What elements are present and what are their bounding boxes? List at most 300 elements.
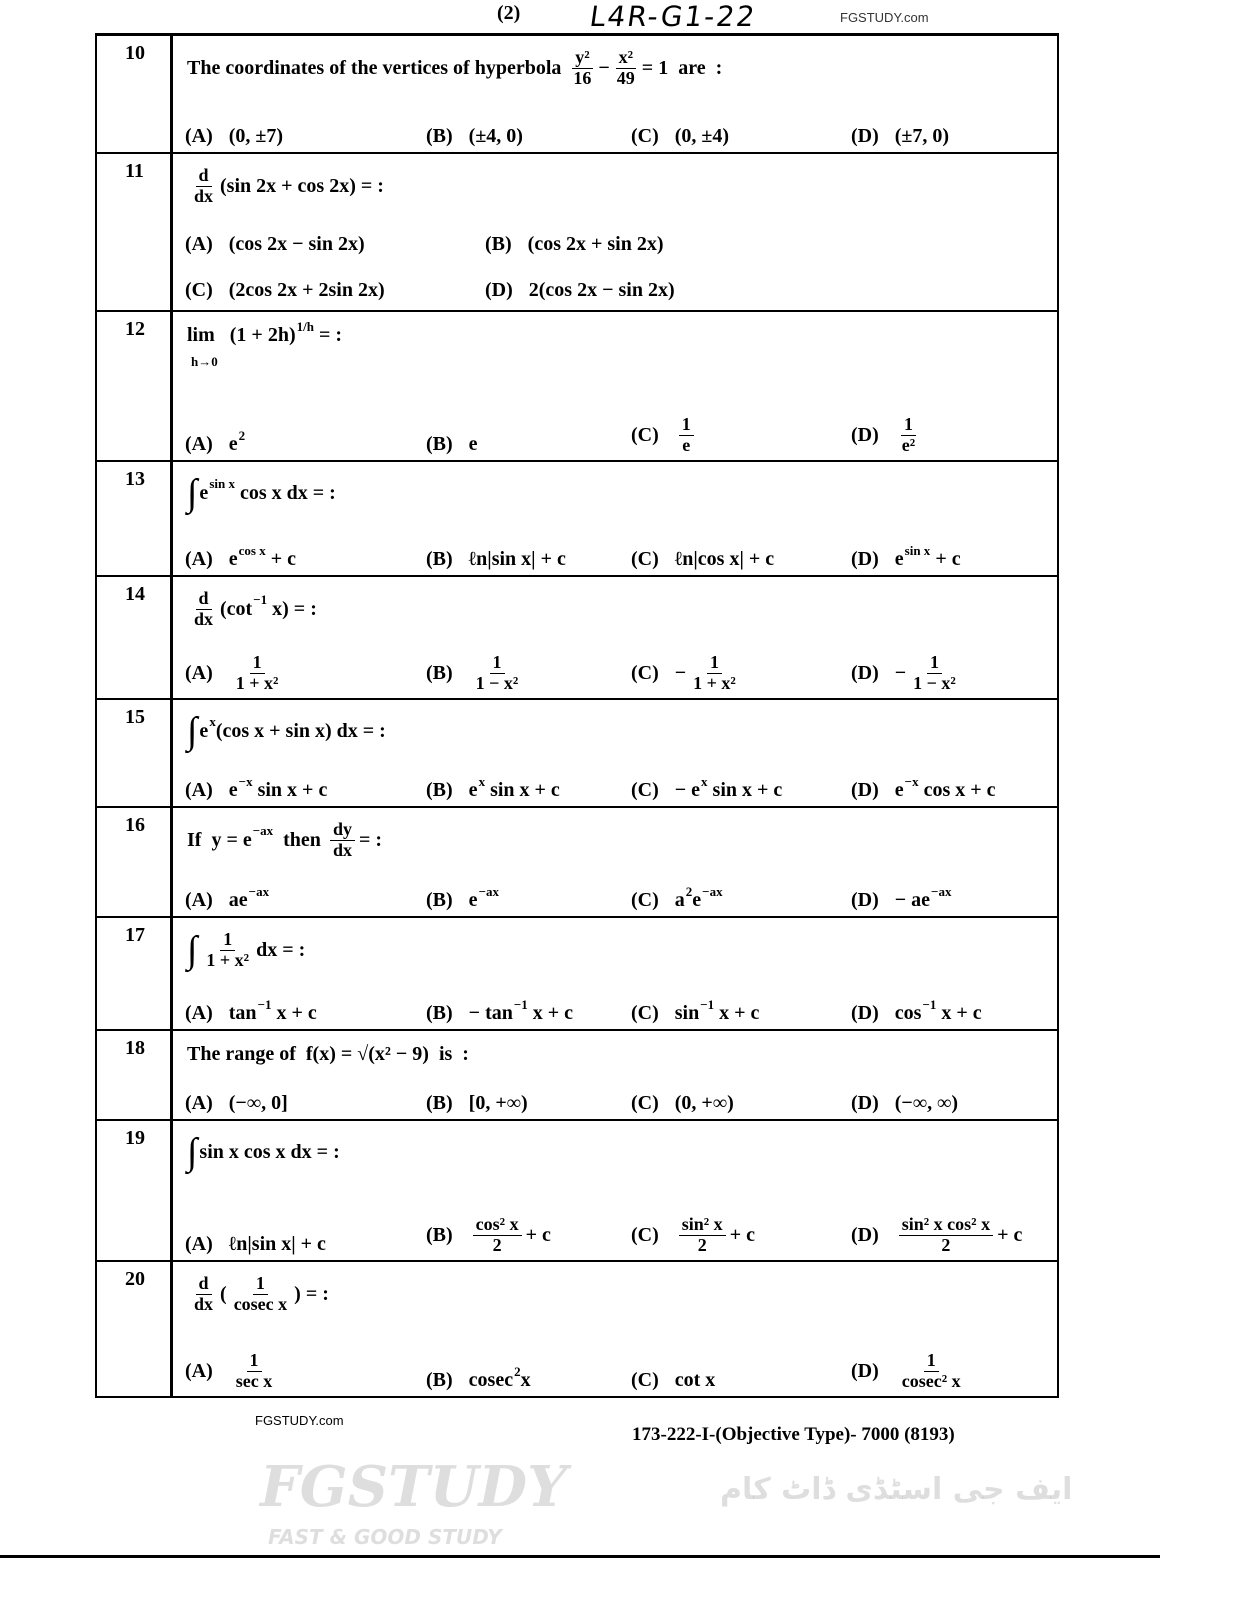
math-text: x) = : [267, 597, 317, 620]
option-b [426, 125, 523, 148]
option-label: (A) [185, 1233, 213, 1255]
option-label: (A) [185, 548, 213, 570]
denominator: dx [194, 608, 214, 629]
option-d [485, 279, 675, 302]
option-d [851, 1092, 958, 1115]
option-label: (D) [851, 1224, 879, 1247]
paper-code: 173-222-I-(Objective Type)- 7000 (8193) [632, 1424, 955, 1445]
handwritten-code: L4R-G1-22 [587, 0, 759, 33]
option-label: (C) [631, 889, 659, 911]
option-b [426, 548, 566, 571]
math-text: e [692, 889, 702, 911]
superscript: 2 [514, 1363, 521, 1379]
fraction [191, 166, 216, 207]
option-label: (B) [426, 1369, 453, 1391]
question-stem [187, 318, 343, 369]
fraction [679, 1215, 726, 1256]
option-label: (B) [426, 779, 453, 801]
math-text: cos x dx = : [234, 481, 336, 504]
question-body [173, 918, 1057, 1029]
numerator: 1 [679, 415, 694, 436]
question-stem [187, 589, 317, 630]
math-text: + c [729, 1224, 755, 1247]
option-label: (C) [631, 1002, 659, 1024]
denominator: 49 [616, 67, 635, 88]
question-body [173, 808, 1057, 916]
question-number: 11 [97, 154, 173, 310]
superscript: −1 [513, 996, 528, 1012]
denominator: cosec² x [901, 1371, 961, 1392]
math-text: (±7, 0) [894, 125, 950, 147]
question-stem [187, 1133, 340, 1171]
superscript: −x [904, 773, 919, 789]
math-text: a [674, 889, 685, 911]
option-d [851, 125, 949, 148]
option-c [631, 125, 729, 148]
math-text: + c [997, 1224, 1023, 1247]
math-text: x + c [271, 1002, 317, 1024]
option-label: (C) [631, 779, 659, 801]
fraction [203, 930, 252, 971]
math-text: (±4, 0) [468, 125, 523, 147]
option-a [185, 427, 246, 456]
numerator: 1 [250, 653, 265, 674]
question-number: 13 [97, 462, 173, 575]
fraction [614, 48, 638, 89]
option-a [185, 996, 317, 1025]
superscript: x [209, 714, 216, 729]
superscript: −ax [702, 883, 723, 899]
question-body [173, 1121, 1057, 1260]
option-c [631, 996, 760, 1025]
math-text: − e [674, 779, 701, 801]
math-text: x + c [527, 1002, 574, 1024]
question-row [97, 1119, 1057, 1260]
option-label: (D) [851, 889, 879, 911]
option-a [185, 1351, 279, 1392]
denominator: 1 − x² [475, 673, 519, 694]
option-d [851, 653, 963, 694]
options [173, 652, 1057, 694]
option-d [851, 883, 952, 912]
option-b [426, 996, 574, 1025]
fraction [679, 415, 694, 456]
denominator: dx [332, 839, 352, 860]
superscript: −1 [700, 996, 715, 1012]
superscript: x [478, 773, 486, 789]
watermark-urdu: ایف جی اسٹڈی ڈاٹ کام [720, 1472, 1073, 1507]
option-a [185, 773, 328, 802]
option-label: (D) [851, 1092, 879, 1114]
option-b [426, 1092, 528, 1115]
math-text: (0, ±7) [228, 125, 284, 147]
option-b [426, 1215, 551, 1256]
math-text: then [273, 828, 326, 851]
page-number: (2) [497, 2, 521, 24]
options [173, 537, 1057, 571]
superscript: −1 [922, 996, 937, 1012]
math-text: e [199, 481, 209, 504]
fraction [191, 1274, 216, 1315]
option-label: (D) [851, 1002, 879, 1024]
numerator: 1 [901, 415, 916, 436]
math-text: + c [265, 548, 297, 570]
option-label: (D) [485, 279, 513, 301]
option-c [631, 653, 743, 694]
math-text: ae [228, 889, 248, 911]
question-body [173, 1262, 1057, 1396]
fraction [231, 1274, 290, 1315]
option-label: (B) [426, 889, 453, 911]
question-number: 16 [97, 808, 173, 916]
math-text: ) = : [294, 1282, 329, 1305]
numerator: d [196, 166, 212, 187]
numerator: 1 [707, 653, 722, 674]
question-row [97, 460, 1057, 575]
superscript: 2 [685, 883, 693, 899]
denominator: 1 + x² [693, 673, 736, 694]
fraction [191, 589, 216, 630]
integral-sign: ∫ [187, 929, 198, 972]
question-stem [187, 474, 336, 512]
question-body [173, 154, 1057, 310]
option-label: (D) [851, 1360, 879, 1383]
math-text: ℓn|cos x| + c [674, 548, 775, 570]
question-number: 17 [97, 918, 173, 1029]
math-text: If y = e [187, 828, 252, 851]
denominator: 1 − x² [913, 673, 956, 694]
question-row [97, 1260, 1057, 1396]
fraction [690, 653, 739, 694]
superscript: −1 [253, 592, 268, 608]
math-text: − [894, 662, 907, 685]
math-text: (cos 2x − sin 2x) [228, 233, 365, 255]
option-label: (B) [426, 1224, 453, 1247]
fraction [899, 1215, 993, 1256]
math-text: (0, +∞) [674, 1092, 734, 1114]
math-text: The range of f(x) = √(x² − 9) is : [187, 1043, 469, 1065]
option-label: (D) [851, 548, 879, 570]
option-b [426, 1363, 531, 1392]
math-text: lim (1 + 2h) [187, 324, 296, 346]
numerator: 1 [253, 1274, 268, 1295]
math-text: = : [313, 324, 343, 346]
superscript: −x [238, 773, 253, 789]
option-b [485, 233, 664, 256]
fraction [473, 653, 522, 694]
math-text: [0, +∞) [468, 1092, 528, 1114]
math-text: e [228, 548, 238, 570]
option-label: (D) [851, 662, 879, 685]
options [173, 216, 1057, 306]
question-row [97, 575, 1057, 698]
option-c [631, 1215, 755, 1256]
superscript: 1/h [296, 318, 314, 334]
math-text: (cos x + sin x) dx = : [215, 719, 386, 742]
question-body [173, 312, 1057, 460]
options [173, 114, 1057, 148]
math-text: The coordinates of the vertices of hyperbola [187, 56, 567, 79]
superscript: sin x [904, 542, 931, 558]
options [173, 878, 1057, 912]
math-text: cosec [468, 1369, 514, 1391]
option-label: (A) [185, 889, 213, 911]
fraction [570, 48, 594, 89]
options [173, 414, 1057, 456]
watermark-brand: FGSTUDY [260, 1454, 568, 1520]
option-label: (C) [631, 662, 659, 685]
option-label: (C) [631, 548, 659, 570]
superscript: −ax [248, 883, 270, 899]
fraction [899, 415, 918, 456]
question-body [173, 36, 1057, 152]
option-a [185, 653, 285, 694]
question-stem [187, 48, 722, 89]
option-label: (A) [185, 433, 213, 455]
math-text: cos x + c [918, 779, 996, 801]
question-stem [187, 1043, 469, 1066]
denominator: 1 + x² [235, 673, 279, 694]
math-text: e [468, 889, 478, 911]
option-label: (A) [185, 662, 213, 685]
numerator: dy [330, 820, 355, 841]
math-text: (sin 2x + cos 2x) = : [220, 174, 384, 197]
option-label: (B) [485, 233, 512, 255]
footer-site: FGSTUDY.com [255, 1413, 344, 1428]
option-label: (B) [426, 125, 453, 147]
math-text: ℓn|sin x| + c [228, 1233, 326, 1255]
math-text: x + c [936, 1002, 982, 1024]
bottom-rule [0, 1555, 1160, 1558]
math-text: e [468, 433, 478, 455]
numerator: 1 [490, 653, 505, 674]
question-body [173, 1031, 1057, 1119]
question-number: 14 [97, 577, 173, 698]
option-label: (B) [426, 1002, 453, 1024]
fraction [899, 1351, 964, 1392]
numerator: sin² x [679, 1215, 726, 1236]
question-body [173, 700, 1057, 806]
superscript: −ax [252, 823, 274, 839]
denominator: 2 [492, 1235, 502, 1256]
numerator: x² [616, 48, 636, 69]
question-stem [187, 712, 386, 750]
math-text: (cot [220, 597, 253, 620]
option-label: (C) [631, 1369, 659, 1391]
math-text: = 1 are : [641, 56, 723, 79]
header-site: FGSTUDY.com [840, 10, 929, 25]
options [173, 1081, 1057, 1115]
option-b [426, 773, 560, 802]
option-label: (D) [851, 125, 879, 147]
math-text: cot x [674, 1369, 716, 1391]
math-text: (−∞, 0] [228, 1092, 288, 1114]
math-text: sin x + c [707, 779, 783, 801]
denominator: 2 [941, 1235, 951, 1256]
denominator: 16 [573, 67, 592, 88]
denominator: 2 [697, 1235, 707, 1256]
fraction [233, 653, 282, 694]
question-row [97, 916, 1057, 1029]
options [173, 1350, 1057, 1392]
option-b [426, 433, 478, 456]
option-label: (B) [426, 433, 453, 455]
math-text: e [228, 779, 238, 801]
option-label: (C) [631, 125, 659, 147]
denominator: e [682, 435, 691, 456]
option-label: (B) [426, 548, 453, 570]
math-text: e [199, 719, 209, 742]
options [173, 1214, 1057, 1256]
math-text: ℓn|sin x| + c [468, 548, 566, 570]
math-text: (0, ±4) [674, 125, 730, 147]
question-number: 15 [97, 700, 173, 806]
option-d [851, 996, 982, 1025]
superscript: sin x [209, 476, 235, 491]
limit-subscript: h→0 [191, 354, 218, 369]
denominator: dx [194, 1293, 214, 1314]
numerator: 1 [220, 930, 235, 951]
option-label: (B) [426, 662, 453, 685]
math-text: ( [220, 1282, 227, 1305]
question-stem [187, 1274, 329, 1315]
option-label: (D) [851, 779, 879, 801]
math-text: x + c [714, 1002, 760, 1024]
math-text: sin [674, 1002, 700, 1024]
fraction [233, 1351, 275, 1392]
question-number: 12 [97, 312, 173, 460]
option-label: (A) [185, 779, 213, 801]
question-row [97, 310, 1057, 460]
numerator: 1 [247, 1351, 262, 1372]
option-label: (A) [185, 1092, 213, 1114]
question-body [173, 462, 1057, 575]
option-label: (A) [185, 125, 213, 147]
option-c [631, 1092, 734, 1115]
option-c [631, 1369, 715, 1392]
question-body [173, 577, 1057, 698]
option-label: (D) [851, 424, 879, 447]
option-c [631, 548, 774, 571]
math-text: (−∞, ∞) [894, 1092, 958, 1114]
question-row [97, 698, 1057, 806]
fraction [910, 653, 959, 694]
option-c [631, 773, 783, 802]
math-text: − tan [468, 1002, 513, 1024]
math-text: e [894, 548, 904, 570]
superscript: −1 [257, 996, 272, 1012]
superscript: 2 [238, 427, 246, 443]
option-b [426, 653, 525, 694]
question-stem [187, 166, 384, 207]
math-text: e [228, 433, 238, 455]
math-text: sin x + c [485, 779, 560, 801]
superscript: x [701, 773, 708, 789]
numerator: d [196, 1274, 212, 1295]
math-text: + c [930, 548, 961, 570]
fraction [473, 1215, 522, 1256]
option-a [185, 233, 365, 256]
question-table [95, 33, 1059, 1398]
option-a [185, 1233, 326, 1256]
math-text: 2(cos 2x − sin 2x) [528, 279, 675, 301]
integral-sign: ∫ [187, 710, 198, 752]
option-c [631, 883, 723, 912]
option-a [185, 1092, 288, 1115]
option-b [426, 883, 499, 912]
question-row [97, 806, 1057, 916]
integral-sign: ∫ [187, 472, 198, 514]
option-a [185, 125, 283, 148]
numerator: 1 [927, 653, 942, 674]
math-text: sin x + c [252, 779, 328, 801]
math-text: e [468, 779, 478, 801]
option-d [851, 542, 961, 571]
integral-sign: ∫ [187, 1131, 198, 1173]
option-label: (C) [631, 424, 659, 447]
denominator: dx [194, 185, 214, 206]
math-text: + c [525, 1224, 551, 1247]
question-stem [187, 820, 382, 861]
superscript: cos x [238, 542, 266, 558]
option-label: (A) [185, 1360, 213, 1383]
math-text: x [520, 1369, 531, 1391]
options [173, 991, 1057, 1025]
question-row [97, 36, 1057, 152]
question-row [97, 1029, 1057, 1119]
options [173, 768, 1057, 802]
denominator: 1 + x² [206, 949, 250, 970]
option-d [851, 415, 922, 456]
numerator: y² [572, 48, 592, 69]
option-a [185, 883, 270, 912]
math-text: − [598, 56, 610, 79]
question-number: 18 [97, 1031, 173, 1119]
math-text: cos [894, 1002, 922, 1024]
numerator: d [196, 589, 212, 610]
question-number: 10 [97, 36, 173, 152]
watermark-tagline: FAST & GOOD STUDY [268, 1525, 502, 1549]
option-a [185, 542, 297, 571]
option-c [631, 415, 698, 456]
question-number: 19 [97, 1121, 173, 1260]
denominator: e² [901, 435, 916, 456]
math-text: − [674, 662, 687, 685]
math-text: (cos 2x + sin 2x) [527, 233, 664, 255]
denominator: cosec x [233, 1293, 288, 1314]
superscript: −ax [478, 883, 499, 899]
option-d [851, 1351, 968, 1392]
numerator: sin² x cos² x [899, 1215, 993, 1236]
option-d [851, 1215, 1022, 1256]
option-label: (C) [631, 1092, 659, 1114]
math-text: e [894, 779, 904, 801]
question-number: 20 [97, 1262, 173, 1396]
option-c [185, 279, 385, 302]
math-text: sin x cos x dx = : [199, 1140, 340, 1163]
question-row [97, 152, 1057, 310]
math-text: = : [358, 828, 383, 851]
numerator: 1 [924, 1351, 939, 1372]
math-text: dx = : [256, 938, 306, 961]
math-text: tan [228, 1002, 257, 1024]
option-label: (C) [185, 279, 213, 301]
math-text: − ae [894, 889, 931, 911]
math-text: (2cos 2x + 2sin 2x) [228, 279, 385, 301]
fraction [330, 820, 355, 861]
denominator: sec x [235, 1371, 273, 1392]
option-d [851, 773, 996, 802]
